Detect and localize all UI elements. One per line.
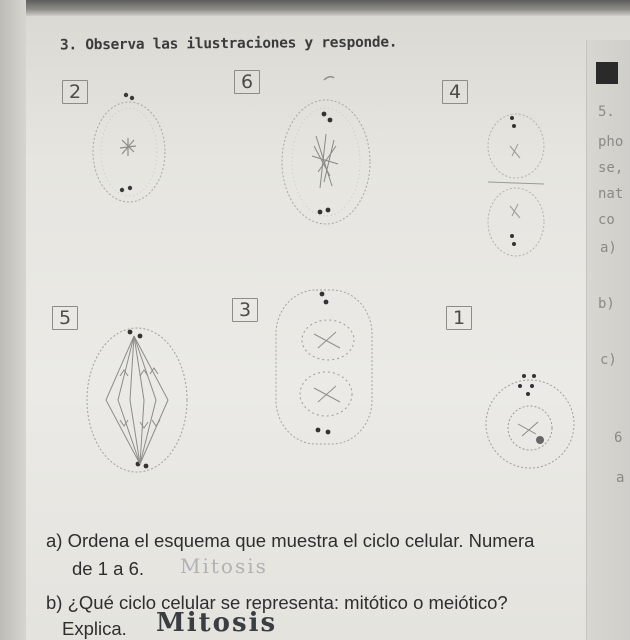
stage-label: 3 — [232, 298, 258, 322]
prompt-a-line2: de 1 a 6. — [72, 558, 145, 579]
adjacent-column — [586, 40, 630, 640]
side-text: b) — [598, 296, 615, 312]
section-marker-icon — [596, 62, 618, 84]
cell-illustration-late-telophase — [270, 284, 380, 450]
page-left-margin — [0, 0, 26, 640]
prompt-a-line1: a) Ordena el esquema que muestra el ciclo celular. Numera — [46, 530, 535, 551]
side-text: pho — [598, 134, 624, 150]
stage-label: 1 — [446, 306, 472, 330]
stage-label: 5 — [52, 306, 78, 330]
cell-illustration-prometaphase — [276, 76, 376, 226]
handwritten-answer-b: Mitosis — [156, 608, 278, 638]
prompt-b-line2: Explica. — [62, 618, 127, 639]
side-text: a — [616, 470, 625, 486]
page-top-shadow — [0, 0, 630, 16]
cell-illustration-interphase — [480, 362, 580, 482]
stage-label: 2 — [62, 80, 88, 104]
side-text: 6 — [614, 430, 623, 446]
handwritten-answer-a: Mitosis — [180, 554, 268, 578]
cell-illustration-anaphase — [82, 322, 192, 482]
prompt-b-line1: b) ¿Qué ciclo celular se representa: mitótico o meiótico? — [46, 592, 508, 613]
cell-illustration-prophase — [84, 90, 174, 210]
cell-illustration-telophase — [476, 110, 556, 260]
side-text: se, — [598, 160, 624, 176]
stage-label: 6 — [234, 70, 260, 94]
side-text: a) — [600, 240, 617, 256]
side-text: c) — [600, 352, 617, 368]
side-text: co — [598, 212, 615, 228]
question-title: 3. Observa las ilustraciones y responde. — [59, 34, 398, 54]
side-text: 5. — [598, 104, 615, 120]
side-text: nat — [598, 186, 624, 202]
stage-label: 4 — [442, 80, 468, 104]
